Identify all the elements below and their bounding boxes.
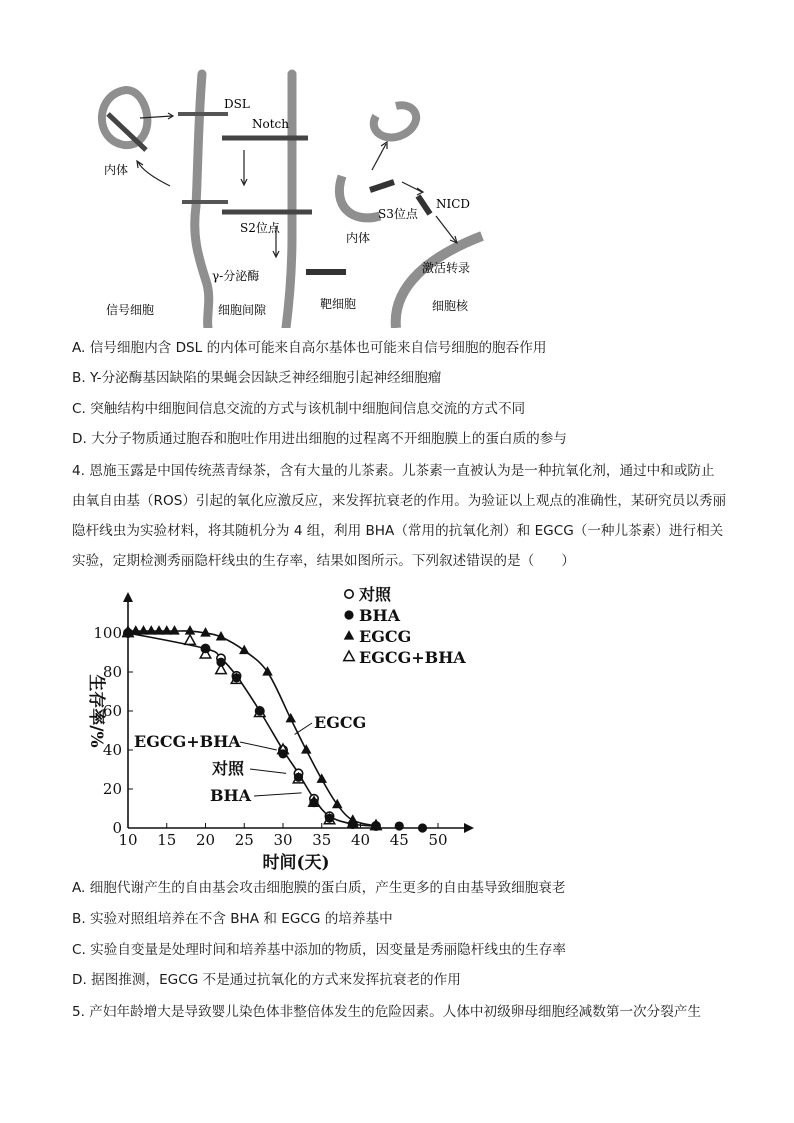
legend-marker xyxy=(344,630,355,640)
label-dsl: DSL xyxy=(224,97,250,111)
x-tick-label: 10 xyxy=(118,831,138,849)
q5-stem: 5. 产妇年龄增大是导致婴儿染色体非整倍体发生的危险因素。人体中初级卵母细胞经减数第一次分裂产生 xyxy=(72,1004,702,1020)
x-tick-label: 20 xyxy=(195,831,216,849)
label-endosome-left: 内体 xyxy=(104,163,129,177)
legend-label: BHA xyxy=(359,606,401,625)
data-point xyxy=(201,644,210,653)
released-vesicle xyxy=(374,105,416,137)
data-point xyxy=(309,798,318,807)
data-point xyxy=(294,773,303,782)
data-point xyxy=(395,821,404,830)
q3-option-c: C. 突触结构中细胞间信息交流的方式与该机制中细胞间信息交流的方式不同 xyxy=(72,401,526,417)
q4-stem: 4. 恩施玉露是中国传统蒸青绿茶，含有大量的儿茶素。儿茶素一直被认为是一种抗氧化剂，通过中和或防止由氧自由基（ROS）引起的氧化应激反应，来发挥抗衰老的作用。为验证以上观点的准确性，某研究员以秀丽隐杆线虫为实验材料，将其随机分为 4 组，利用 BHA（常用的抗氧化剂）和 EGCG（一种儿茶素）进行相关实验，定期检测秀丽隐杆线虫的生存率，结果如图所示。下列叙述错误的是（ ） xyxy=(72,463,727,569)
q4-option-d: D. 据图推测，EGCG 不是通过抗氧化的方式来发挥抗衰老的作用 xyxy=(72,972,461,988)
y-tick-label: 0 xyxy=(112,819,122,837)
data-point xyxy=(185,635,196,645)
nucleus-membrane xyxy=(396,236,482,328)
annotation-label: 对照 xyxy=(212,759,245,778)
q3-option-d: D. 大分子物质通过胞吞和胞吐作用进出细胞的过程离不开细胞膜上的蛋白质的参与 xyxy=(72,431,567,447)
data-point xyxy=(348,814,359,824)
label-notch: Notch xyxy=(252,117,289,131)
data-point xyxy=(169,625,180,635)
x-axis-arrow xyxy=(464,823,474,833)
y-tick-label: 80 xyxy=(102,663,122,681)
legend-marker xyxy=(344,610,353,619)
label-s3-site: S3位点 xyxy=(378,207,418,221)
legend-label: EGCG xyxy=(359,627,412,646)
y-axis-label: 生存率/% xyxy=(86,674,106,748)
label-signal-cell: 信号细胞 xyxy=(106,303,155,317)
nicd-fragment xyxy=(418,196,430,214)
data-point xyxy=(278,749,287,758)
annotation-leader-line xyxy=(250,769,286,773)
y-tick-label: 60 xyxy=(102,702,122,720)
data-point xyxy=(185,625,196,635)
annotation-leader-line xyxy=(240,742,277,750)
x-tick-label: 30 xyxy=(273,831,293,849)
label-nucleus: 细胞核 xyxy=(432,299,469,313)
x-tick-label: 15 xyxy=(157,831,177,849)
label-target-cell: 靶细胞 xyxy=(320,297,357,311)
y-axis-arrow xyxy=(123,592,133,602)
survival-rate-chart xyxy=(74,582,484,874)
label-endosome-right: 内体 xyxy=(346,231,371,245)
x-tick-label: 40 xyxy=(350,831,371,849)
y-tick-label: 40 xyxy=(102,741,122,759)
y-tick-label: 100 xyxy=(93,624,122,642)
x-tick-label: 45 xyxy=(389,831,409,849)
x-axis-label: 时间(天) xyxy=(262,853,330,873)
q4-option-c: C. 实验自变量是处理时间和培养基中添加的物质，因变量是秀丽隐杆线虫的生存率 xyxy=(72,942,566,958)
data-point xyxy=(232,673,241,682)
legend-label: 对照 xyxy=(359,585,392,604)
legend-marker xyxy=(344,651,355,661)
target-cell-membrane xyxy=(286,74,292,328)
label-s2-site: S2位点 xyxy=(240,221,280,235)
endosome-right-vesicle xyxy=(339,176,380,218)
annotation-leader-line xyxy=(254,793,302,796)
data-point xyxy=(317,773,328,783)
legend-marker xyxy=(345,590,353,598)
x-tick-label: 50 xyxy=(428,831,448,849)
label-gamma-secretase: γ-分泌酶 xyxy=(212,269,260,283)
data-point xyxy=(255,706,264,715)
annotation-leader-line xyxy=(295,723,312,734)
x-tick-label: 25 xyxy=(234,831,254,849)
data-point xyxy=(216,658,225,667)
annotation-label: EGCG xyxy=(314,713,367,732)
annotation-label: BHA xyxy=(210,786,252,805)
label-activate-transcription: 激活转录 xyxy=(422,261,471,275)
label-nicd: NICD xyxy=(436,197,471,211)
nicd-fragment-s3 xyxy=(370,182,394,190)
data-point xyxy=(286,713,297,723)
legend-label: EGCG+BHA xyxy=(359,648,466,667)
q4-option-b: B. 实验对照组培养在不含 BHA 和 EGCG 的培养基中 xyxy=(72,911,393,927)
y-tick-label: 20 xyxy=(102,780,122,798)
data-point xyxy=(239,645,250,655)
q4-option-a: A. 细胞代谢产生的自由基会攻击细胞膜的蛋白质，产生更多的自由基导致细胞衰老 xyxy=(72,880,566,896)
q3-option-a: A. 信号细胞内含 DSL 的内体可能来自高尔基体也可能来自信号细胞的胞吞作用 xyxy=(72,340,547,356)
data-point xyxy=(325,814,334,823)
label-intercellular-space: 细胞间隙 xyxy=(218,303,267,317)
q3-option-b: B. Y-分泌酶基因缺陷的果蝇会因缺乏神经细胞引起神经细胞瘤 xyxy=(72,370,442,386)
notch-signaling-diagram xyxy=(80,66,500,328)
annotation-label: EGCG+BHA xyxy=(134,732,241,751)
data-point xyxy=(301,744,312,754)
x-tick-label: 35 xyxy=(312,831,332,849)
data-point xyxy=(418,823,427,832)
